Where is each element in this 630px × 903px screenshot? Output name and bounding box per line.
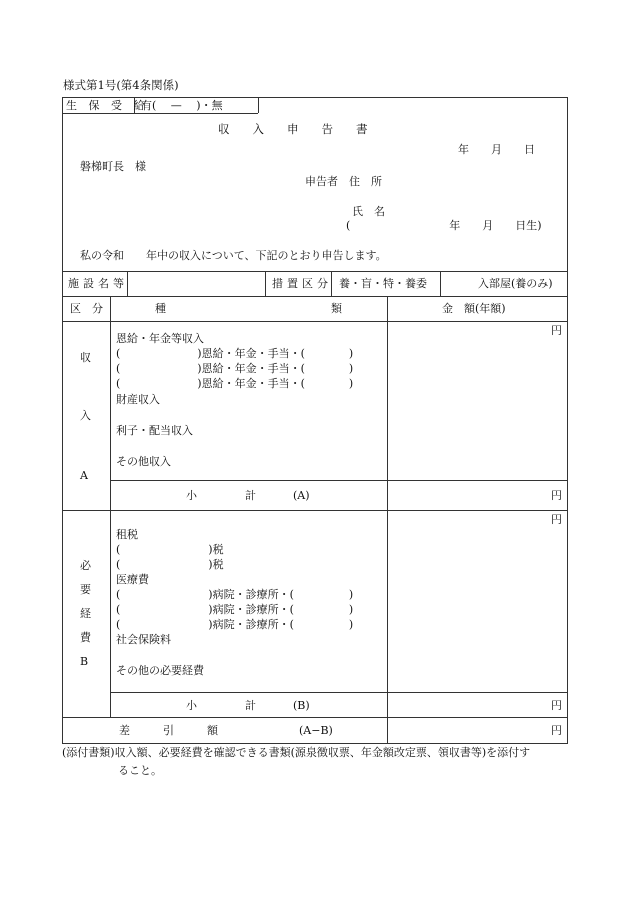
applicant-address-label: 申告者 住 所 [305, 175, 382, 188]
income-item[interactable]: ( )恩給・年金・手当・( ) [116, 347, 354, 360]
income-label-char: 入 [80, 409, 91, 422]
expenses-subtotal-code: (B) [293, 699, 310, 712]
income-subtotal-label: 計 [245, 489, 256, 502]
difference-code: (A−B) [299, 724, 333, 737]
declaration-title: 収 入 申 告 書 [218, 122, 368, 136]
expenses-subtotal-label: 計 [245, 699, 256, 712]
expense-item: 社会保険料 [116, 633, 171, 646]
income-subtotal-yen: 円 [551, 489, 562, 502]
room-label: 入部屋(養のみ) [478, 277, 553, 290]
expense-item[interactable]: ( )病院・診療所・( ) [116, 603, 354, 616]
difference-label: 差 引 額 [119, 724, 218, 737]
income-item: 恩給・年金等収入 [116, 332, 204, 345]
attachment-note-line1: (添付書類)収入額、必要経費を確認できる書類(源泉徴収票、年金額改定票、領収書等)を添付す [62, 746, 531, 759]
measure-label: 措置区分 [272, 277, 332, 290]
income-item: 利子・配当収入 [116, 424, 193, 437]
expense-item[interactable]: ( )税 [116, 558, 224, 571]
income-subtotal-code: (A) [293, 489, 310, 502]
form-label: 様式第1号(第4条関係) [63, 78, 179, 92]
expense-item: 租税 [116, 528, 138, 541]
facility-name-label: 施設名等 [68, 277, 128, 290]
expense-item[interactable]: ( )税 [116, 543, 224, 556]
birth-date-line[interactable]: ( 年 月 日生) [346, 219, 542, 232]
expenses-label-char: 要 [80, 583, 91, 596]
expense-item[interactable]: ( )病院・診療所・( ) [116, 588, 354, 601]
type-header-left: 種 [155, 302, 166, 315]
expenses-yen-unit: 円 [551, 513, 562, 526]
amount-header: 金 額(年額) [442, 302, 506, 315]
expense-item: その他の必要経費 [116, 664, 204, 677]
expenses-subtotal-yen: 円 [551, 699, 562, 712]
type-header-right: 類 [331, 302, 342, 315]
expenses-label-char: 経 [80, 607, 91, 620]
income-item[interactable]: ( )恩給・年金・手当・( ) [116, 377, 354, 390]
measure-options[interactable]: 養・盲・特・養委 [339, 277, 427, 290]
income-item: その他収入 [116, 455, 171, 468]
income-item[interactable]: ( )恩給・年金・手当・( ) [116, 362, 354, 375]
expenses-label-char: 費 [80, 631, 91, 644]
income-yen-unit: 円 [551, 324, 562, 337]
section-header: 区 分 [70, 302, 103, 315]
declaration-statement: 私の令和 年中の収入について、下記のとおり申告します。 [80, 249, 387, 262]
addressee: 磐梯町長 様 [80, 160, 146, 173]
expense-item[interactable]: ( )病院・診療所・( ) [116, 618, 354, 631]
income-label-char: A [80, 469, 88, 482]
income-item: 財産収入 [116, 393, 160, 406]
expense-item: 医療費 [116, 573, 149, 586]
attachment-note-line2: ること。 [118, 764, 162, 777]
difference-yen: 円 [551, 724, 562, 737]
expenses-label-char: B [80, 655, 89, 668]
expenses-label-char: 必 [80, 559, 91, 572]
welfare-value[interactable]: 有( — )・無 [141, 99, 223, 112]
expenses-subtotal-label: 小 [186, 699, 197, 712]
income-label-char: 収 [80, 351, 91, 364]
welfare-label: 生 保 受 給 [66, 99, 149, 112]
date-line[interactable]: 年 月 日 [458, 143, 535, 156]
income-subtotal-label: 小 [186, 489, 197, 502]
applicant-name-label: 氏 名 [352, 205, 385, 218]
